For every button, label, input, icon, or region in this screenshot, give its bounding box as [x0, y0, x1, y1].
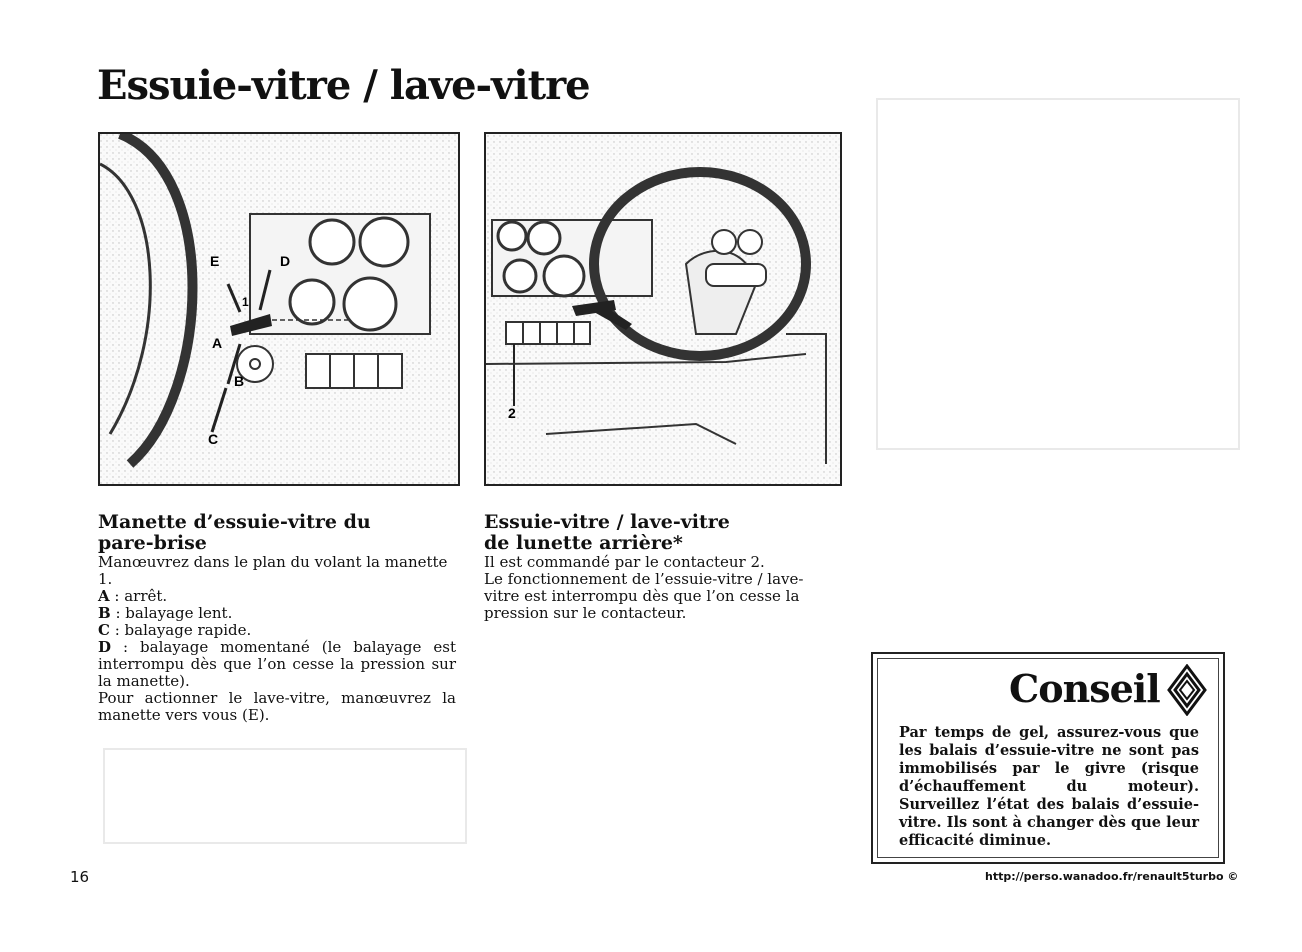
position-d-key: D — [98, 638, 112, 656]
label-c: C — [208, 431, 219, 447]
front-wiper-illustration — [100, 134, 458, 484]
position-c-text: : balayage rapide. — [109, 621, 252, 639]
rear-wiper-heading — [484, 512, 838, 554]
source-url: http://perso.wanadoo.fr/renault5turbo © — [985, 870, 1239, 883]
position-b — [98, 605, 456, 622]
rear-wiper-text: Le fonctionnement de l’essuie-vitre / lave-vitre est interrompu dès que l’on cesse la pression sur le contacteur. — [484, 570, 804, 622]
position-b-key: B — [98, 604, 111, 622]
conseil-title: Conseil — [1009, 666, 1160, 711]
page-title: Essuie-vitre / lave-vitre — [97, 62, 590, 109]
front-wiper-diagram — [98, 132, 460, 486]
front-wiper-heading — [98, 512, 456, 554]
label-b: B — [234, 373, 245, 389]
position-d-text: : balayage momentané (le balayage est interrompu dès que l’on cesse la pression sur la manette). — [98, 638, 456, 690]
front-wiper-heading-line2: pare-brise — [98, 532, 207, 554]
rear-wiper-illustration — [486, 134, 840, 484]
position-d — [98, 639, 456, 690]
ghost-figure-frame — [876, 98, 1240, 450]
rear-wiper-line1: Il est commandé par le contacteur 2. — [484, 553, 765, 571]
position-a — [98, 588, 456, 605]
rear-wiper-heading-line1: Essuie-vitre / lave-vitre — [484, 511, 730, 533]
washer-instruction: Pour actionner le lave-vitre, manœuvrez la manette vers vous (E). — [98, 689, 456, 724]
ghost-box-frame — [103, 748, 467, 844]
position-b-text: : balayage lent. — [110, 604, 233, 622]
rear-wiper-diagram — [484, 132, 842, 486]
position-c — [98, 622, 456, 639]
label-d: D — [280, 253, 291, 269]
label-a: A — [212, 335, 223, 351]
label-switch-2: 2 — [508, 405, 516, 421]
page-number: 16 — [70, 868, 90, 886]
rear-wiper-heading-line2: de lunette arrière* — [484, 532, 683, 554]
conseil-body: Par temps de gel, assurez-vous que les balais d’essuie-vitre ne sont pas immobilisés par le givre (risque d’échauffement du moteur). Surveillez l’état des balais d’essuie-vitre. Ils sont à changer dès que leur efficacité diminue. — [899, 724, 1199, 849]
label-stalk-1: 1 — [242, 295, 249, 309]
conseil-box — [871, 652, 1225, 864]
position-a-key: A — [98, 587, 110, 605]
renault-diamond-icon — [1165, 664, 1209, 716]
front-wiper-section — [98, 512, 456, 724]
front-wiper-intro: Manœuvrez dans le plan du volant la manette 1. — [98, 553, 448, 588]
rear-wiper-section — [484, 512, 838, 622]
label-e: E — [210, 253, 220, 269]
position-a-text: : arrêt. — [109, 587, 168, 605]
front-wiper-heading-line1: Manette d’essuie-vitre du — [98, 511, 371, 533]
position-c-key: C — [98, 621, 110, 639]
